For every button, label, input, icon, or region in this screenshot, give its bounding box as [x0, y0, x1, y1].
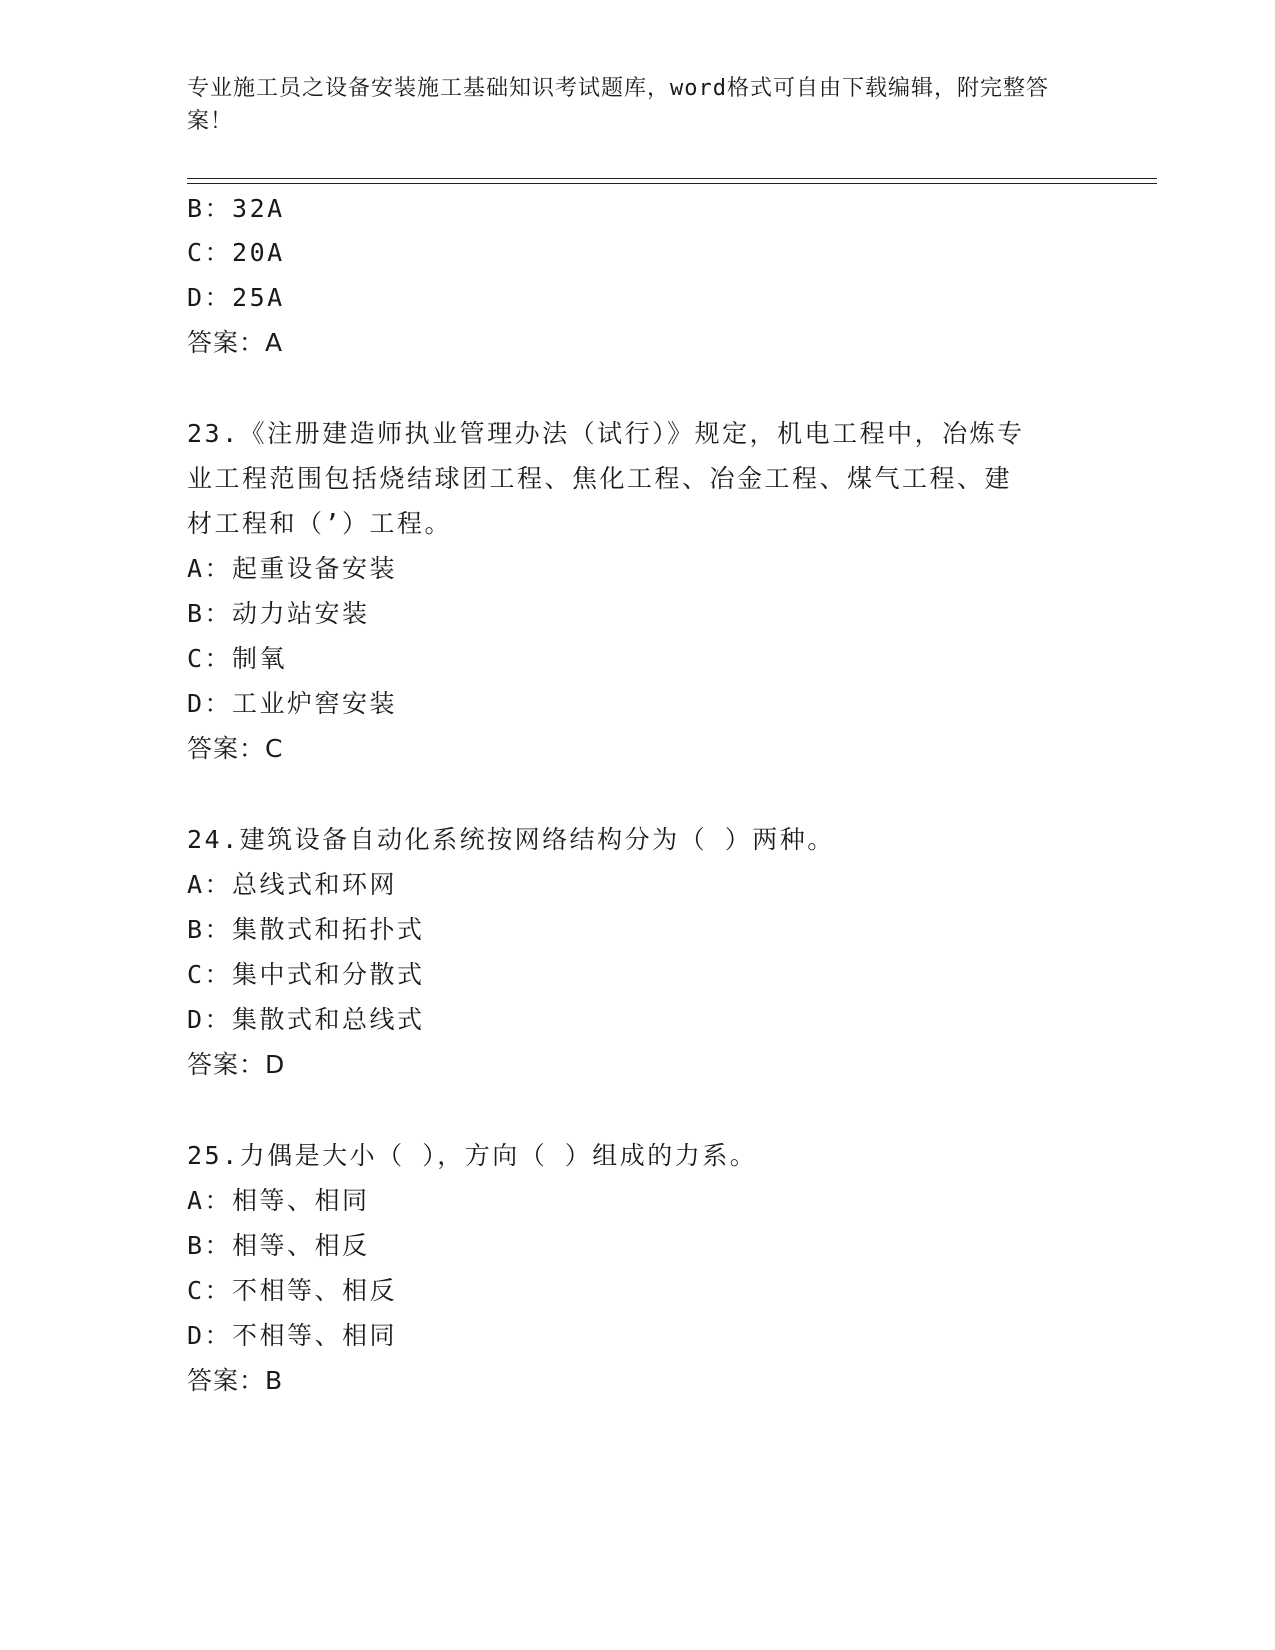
q24-option-b: B：集散式和拓扑式 — [187, 915, 425, 944]
q22-answer: 答案：A — [187, 328, 284, 357]
q25-option-a: A：相等、相同 — [187, 1186, 370, 1215]
q23-stem-line-2: 业工程范围包括烧结球团工程、焦化工程、冶金工程、煤气工程、建 — [187, 464, 1013, 493]
q24-option-a: A：总线式和环网 — [187, 870, 398, 899]
document-page — [187, 0, 1157, 1650]
document-header: 专业施工员之设备安装施工基础知识考试题库，word格式可自由下载编辑，附完整答案！ — [187, 76, 1049, 134]
q23-option-b: B：动力站安装 — [187, 599, 370, 628]
q24-answer: 答案：D — [187, 1050, 286, 1079]
q23-option-a: A：起重设备安装 — [187, 554, 398, 583]
header-divider-bottom — [187, 183, 1157, 184]
q23-stem-line-1: 23.《注册建造师执业管理办法（试行）》规定，机电工程中，冶炼专 — [187, 419, 1025, 448]
q22-option-c: C：20A — [187, 238, 285, 267]
q24-option-d: D：集散式和总线式 — [187, 1005, 425, 1034]
q25-answer: 答案：B — [187, 1366, 284, 1395]
q22-option-d: D：25A — [187, 283, 285, 312]
q25-option-b: B：相等、相反 — [187, 1231, 370, 1260]
q25-stem: 25.力偶是大小（ ），方向（ ）组成的力系。 — [187, 1141, 758, 1170]
header-divider-top — [187, 178, 1157, 179]
q23-option-c: C：制氧 — [187, 644, 288, 673]
q25-option-d: D：不相等、相同 — [187, 1321, 398, 1350]
q23-stem-line-3: 材工程和（’）工程。 — [187, 509, 453, 538]
q25-option-c: C：不相等、相反 — [187, 1276, 398, 1305]
q24-stem: 24.建筑设备自动化系统按网络结构分为（ ）两种。 — [187, 825, 835, 854]
q23-answer: 答案：C — [187, 734, 284, 763]
q24-option-c: C：集中式和分散式 — [187, 960, 425, 989]
q22-option-b: B：32A — [187, 194, 285, 223]
q23-option-d: D：工业炉窖安装 — [187, 689, 398, 718]
